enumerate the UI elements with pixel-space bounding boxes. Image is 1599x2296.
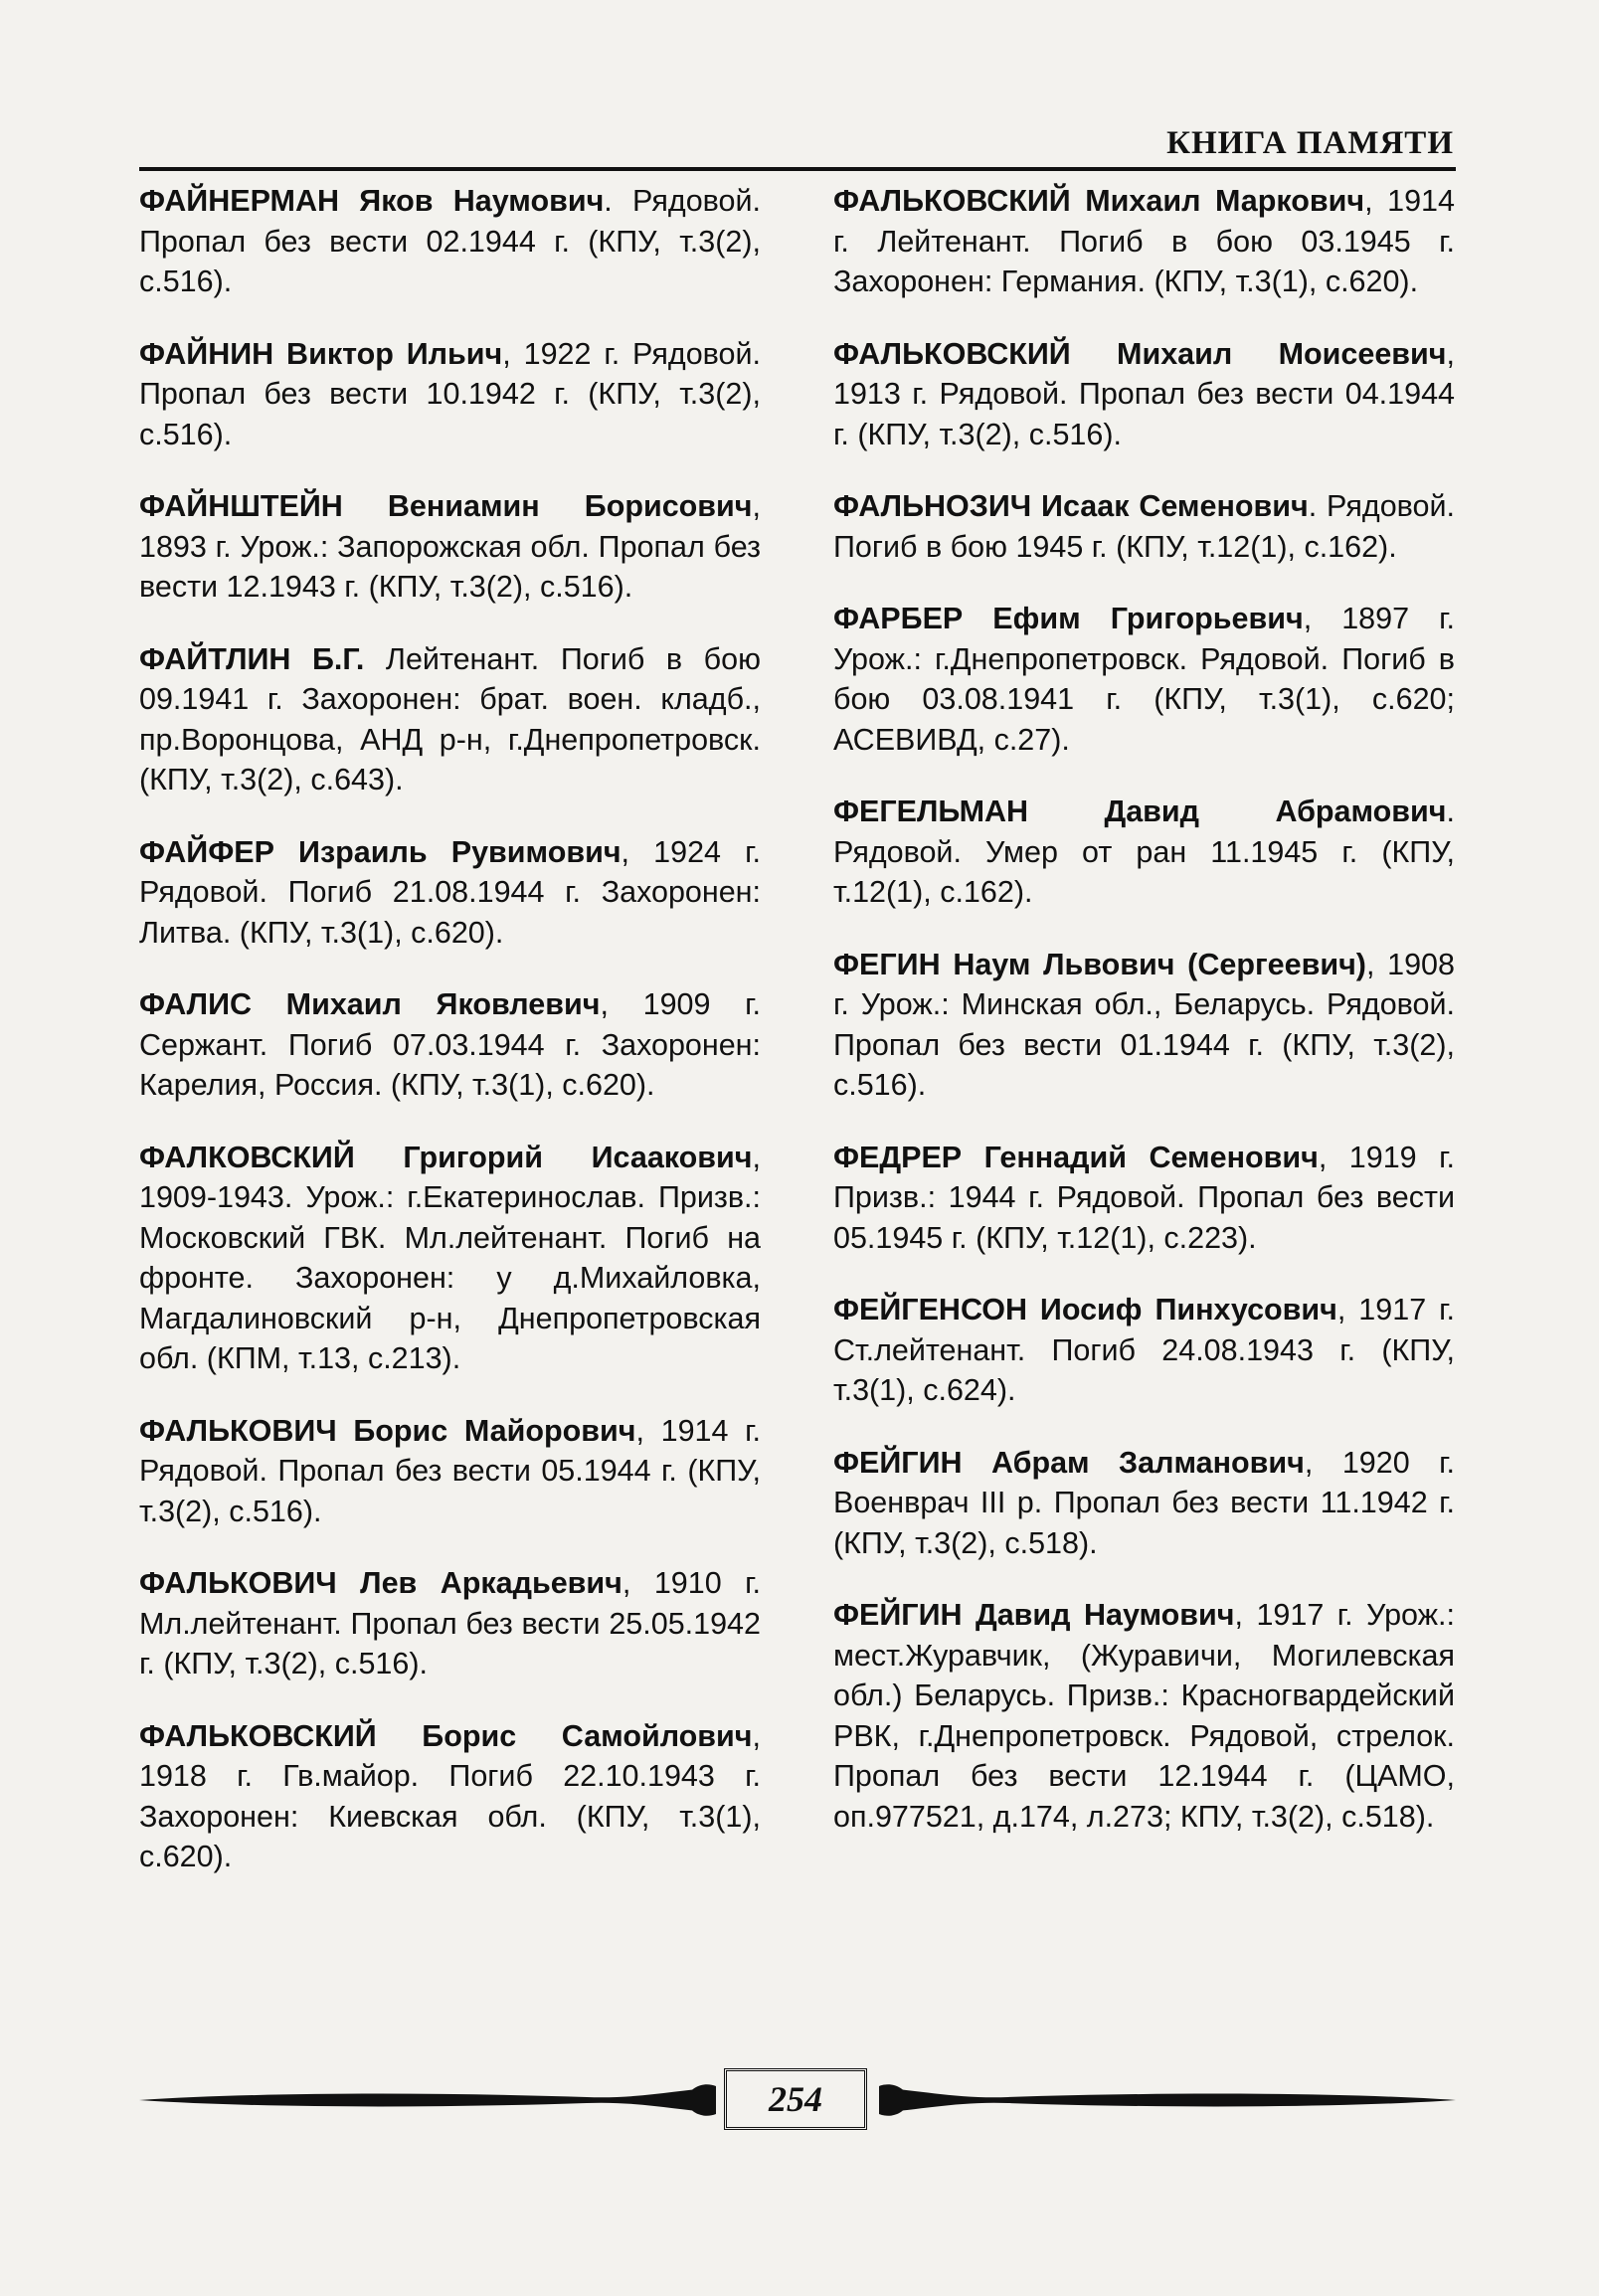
entry xyxy=(833,792,1455,913)
entry-details: , 1917 г. Ст.лейтенант. Погиб 24.08.1943 г. (КПУ, т.3(1), с.624). xyxy=(833,1293,1455,1407)
entry-details: , 1918 г. Гв.майор. Погиб 22.10.1943 г. Захоронен: Киевская обл. (КПУ, т.3(1), с.620). xyxy=(139,1718,761,1873)
entry xyxy=(139,334,761,455)
entry xyxy=(833,945,1455,1106)
entry xyxy=(833,181,1455,302)
entry xyxy=(139,1411,761,1532)
entry-name: ФЕЙГИН Давид Наумович xyxy=(833,1598,1235,1632)
entry-name: ФАЙТЛИН Б.Г. xyxy=(139,641,365,676)
entry xyxy=(139,181,761,302)
entry-details: , 1909-1943. Урож.: г.Екатеринослав. Призв.: Московский ГВК. Мл.лейтенант. Погиб на фронте. Захоронен: у д.Михайловка, Магдалиновский р-н, Днепропетровская обл. (КПМ, т.13, с.213). xyxy=(139,1140,761,1375)
entry-name: ФАЛЬКОВИЧ Лев Аркадьевич xyxy=(139,1566,622,1600)
right-column xyxy=(833,181,1455,1868)
entry-details: . Рядовой. Пропал без вести 02.1944 г. (КПУ, т.3(2), с.516). xyxy=(139,184,762,298)
entry-details: , 1908 г. Урож.: Минская обл., Беларусь. Рядовой. Пропал без вести 01.1944 г. (КПУ, т.3(2), с.516). xyxy=(833,947,1455,1102)
entry xyxy=(139,1716,761,1877)
running-header-title: КНИГА ПАМЯТИ xyxy=(1166,125,1454,161)
entry-details: , 1914 г. Рядовой. Пропал без вести 05.1944 г. (КПУ, т.3(2), с.516). xyxy=(139,1413,761,1528)
entry xyxy=(139,486,761,608)
entry-details: , 1922 г. Рядовой. Пропал без вести 10.1942 г. (КПУ, т.3(2), с.516). xyxy=(139,336,761,451)
entry-details: , 1897 г. Урож.: г.Днепропетровск. Рядовой. Погиб в бою 03.08.1941 г. (КПУ, т.3(1), с.620; АСЕВИВД, с.27). xyxy=(833,602,1455,757)
entry xyxy=(833,1138,1455,1259)
entry-details: . Рядовой. Погиб в бою 1945 г. (КПУ, т.12(1), с.162). xyxy=(833,489,1455,564)
entry-name: ФАРБЕР Ефим Григорьевич xyxy=(833,602,1304,635)
entry-details: Лейтенант. Погиб в бою 09.1941 г. Захоронен: брат. воен. кладб., пр.Воронцова, АНД р-н, г.Днепропетровск. (КПУ, т.3(2), с.643). xyxy=(139,641,761,796)
entry xyxy=(139,1138,761,1379)
entry xyxy=(833,599,1455,760)
entry-details: , 1917 г. Урож.: мест.Журавчик, (Журавичи, Могилевская обл.) Беларусь. Призв.: Красногвардейский РВК, г.Днепропетровск. Рядовой, стрелок. Пропал без вести 12.1944 г. (ЦАМО, оп.977521, д.174, л.273; КПУ, т.3(2), с.518). xyxy=(833,1598,1455,1834)
entry xyxy=(139,1563,761,1684)
entry-details: , 1914 г. Лейтенант. Погиб в бою 03.1945 г. Захоронен: Германия. (КПУ, т.3(1), с.620). xyxy=(833,184,1455,298)
entry-name: ФАЙНШТЕЙН Вениамин Борисович xyxy=(139,489,753,523)
entry-details: , 1913 г. Рядовой. Пропал без вести 04.1944 г. (КПУ, т.3(2), с.516). xyxy=(833,336,1455,451)
entry xyxy=(833,1443,1455,1564)
entry-name: ФАЛИС Михаил Яковлевич xyxy=(139,987,601,1021)
entry-name: ФЕДРЕР Геннадий Семенович xyxy=(833,1140,1319,1174)
entry-name: ФАЙНИН Виктор Ильич xyxy=(139,336,503,371)
entry-name: ФАЙНЕРМАН Яков Наумович xyxy=(139,184,605,218)
entry xyxy=(833,1595,1455,1837)
footer xyxy=(139,2068,1456,2132)
entry-name: ФЕГИН Наум Львович (Сергеевич) xyxy=(833,947,1366,981)
entry-name: ФАЛЬКОВСКИЙ Борис Самойлович xyxy=(139,1718,753,1753)
entry-name: ФЕГЕЛЬМАН Давид Абрамович xyxy=(833,795,1447,828)
entry-name: ФАЙФЕР Израиль Рувимович xyxy=(139,834,622,869)
page-number: 254 xyxy=(724,2068,867,2130)
entry xyxy=(833,334,1455,455)
entry-details: , 1919 г. Призв.: 1944 г. Рядовой. Пропал без вести 05.1945 г. (КПУ, т.12(1), с.223). xyxy=(833,1140,1455,1255)
entry xyxy=(833,1290,1455,1411)
entry-name: ФАЛЬНОЗИЧ Исаак Семенович xyxy=(833,489,1309,523)
entry xyxy=(139,984,761,1106)
entry-name: ФАЛЬКОВСКИЙ Михаил Маркович xyxy=(833,184,1365,218)
entry xyxy=(833,486,1455,567)
entry-name: ФАЛЬКОВСКИЙ Михаил Моисеевич xyxy=(833,336,1447,371)
entry-name: ФЕЙГИН Абрам Залманович xyxy=(833,1445,1305,1480)
entry-details: . Рядовой. Умер от ран 11.1945 г. (КПУ, т.12(1), с.162). xyxy=(833,795,1455,909)
entry-name: ФАЛКОВСКИЙ Григорий Исаакович xyxy=(139,1140,753,1174)
entry-details: , 1920 г. Военврач III р. Пропал без вести 11.1942 г. (КПУ, т.3(2), с.518). xyxy=(833,1445,1455,1560)
left-column xyxy=(139,181,761,1909)
entry xyxy=(139,639,761,800)
entry-details: , 1910 г. Мл.лейтенант. Пропал без вести 25.05.1942 г. (КПУ, т.3(2), с.516). xyxy=(139,1566,761,1680)
entry xyxy=(139,832,761,954)
entry-name: ФАЛЬКОВИЧ Борис Майорович xyxy=(139,1413,636,1448)
entry-details: , 1909 г. Сержант. Погиб 07.03.1944 г. Захоронен: Карелия, Россия. (КПУ, т.3(1), с.620). xyxy=(139,987,761,1102)
entry-details: , 1924 г. Рядовой. Погиб 21.08.1944 г. Захоронен: Литва. (КПУ, т.3(1), с.620). xyxy=(139,834,761,950)
entry-details: , 1893 г. Урож.: Запорожская обл. Пропал без вести 12.1943 г. (КПУ, т.3(2), с.516). xyxy=(139,489,761,604)
entry-name: ФЕЙГЕНСОН Иосиф Пинхусович xyxy=(833,1293,1337,1326)
header-rule xyxy=(139,167,1456,171)
